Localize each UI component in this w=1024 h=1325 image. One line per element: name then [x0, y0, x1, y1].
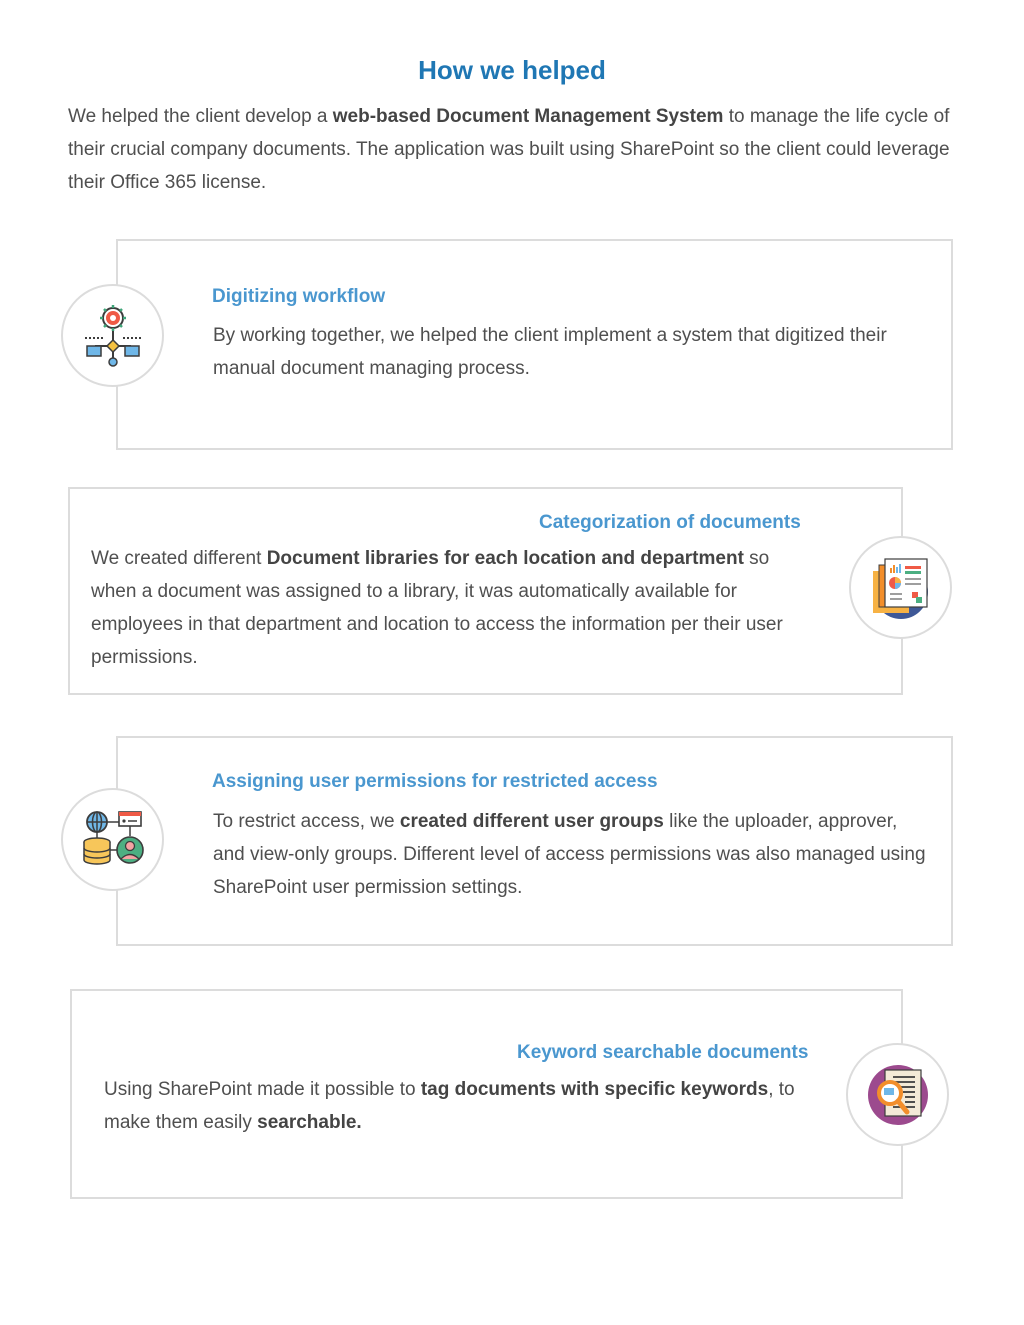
- card-text-bold: searchable.: [257, 1112, 362, 1133]
- document-report-icon: [868, 555, 934, 621]
- workflow-icon: [81, 304, 145, 368]
- network-permissions-icon-badge: [61, 788, 164, 891]
- card-title: Keyword searchable documents: [517, 1042, 809, 1063]
- intro-bold-text: web-based Document Management System: [332, 106, 724, 127]
- card-text-span: We created different: [91, 548, 267, 569]
- card-text-span: Using SharePoint made it possible to: [104, 1079, 421, 1100]
- card-text-bold: Document libraries for each location and department: [266, 548, 744, 569]
- card-text-span: , to make them easily: [104, 1079, 795, 1133]
- card-text: [104, 1073, 824, 1139]
- network-permissions-icon: [81, 808, 145, 872]
- card-text-span: To restrict access, we: [213, 811, 400, 832]
- card-text-bold: tag documents with specific keywords: [420, 1079, 769, 1100]
- document-search-icon-badge: [846, 1043, 949, 1146]
- card-text: By working together, we helped the client implement a system that digitized their manual document managing process.: [213, 325, 887, 379]
- card-text-span: like the uploader, approver, and view-only groups. Different level of access permissions was also managed using SharePoint user permission settings.: [213, 811, 926, 898]
- intro-paragraph: [68, 100, 968, 199]
- card-title: Categorization of documents: [539, 512, 801, 533]
- document-report-icon-badge: [849, 536, 952, 639]
- card-text: [91, 542, 811, 674]
- card-text-span: so when a document was assigned to a library, it was automatically available for employees in that department and location to access the information per their user permissions.: [91, 548, 783, 668]
- card-text-bold: created different user groups: [399, 811, 664, 832]
- intro-text: We helped the client develop a: [68, 106, 333, 127]
- document-search-icon: [863, 1060, 933, 1130]
- card-title: Digitizing workflow: [212, 286, 386, 307]
- page-title: How we helped: [418, 55, 606, 85]
- intro-text: to manage the life cycle of their crucial company documents. The application was built using SharePoint so the client could leverage their Office 365 license.: [68, 106, 950, 193]
- card-text: [213, 805, 933, 904]
- card-title: Assigning user permissions for restricted access: [212, 771, 658, 792]
- workflow-icon-badge: [61, 284, 164, 387]
